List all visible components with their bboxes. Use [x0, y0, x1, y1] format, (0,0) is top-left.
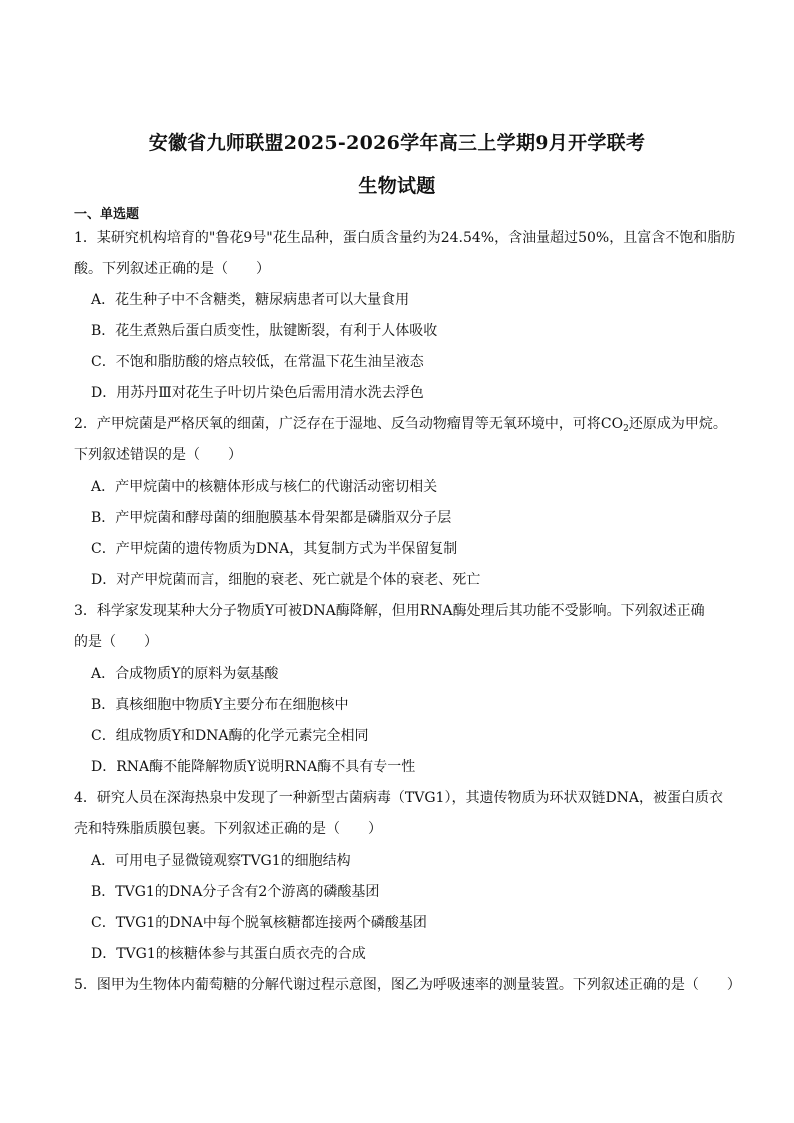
question-1-option-b: B．花生煮熟后蛋白质变性，肽键断裂，有利于人体吸收 — [91, 323, 438, 339]
section-heading: 一、单选题 — [74, 207, 140, 222]
question-2-option-b: B．产甲烷菌和酵母菌的细胞膜基本骨架都是磷脂双分子层 — [91, 510, 452, 526]
question-3-option-d: D．RNA酶不能降解物质Y说明RNA酶不具有专一性 — [91, 759, 416, 775]
question-2-stem-part-2: 还原成为甲烷。 — [628, 416, 727, 432]
question-1-stem-line-2: 酸。下列叙述正确的是（ ） — [74, 261, 270, 277]
question-4-option-a: A．可用电子显微镜观察TVG1的细胞结构 — [91, 853, 351, 869]
question-2-stem-part-1: 2．产甲烷菌是严格厌氧的细菌，广泛存在于湿地、反刍动物瘤胃等无氧环境中，可将CO — [74, 416, 624, 432]
question-4-option-b: B．TVG1的DNA分子含有2个游离的磷酸基团 — [91, 884, 380, 900]
question-4-stem-line-2: 壳和特殊脂质膜包裹。下列叙述正确的是（ ） — [74, 821, 382, 837]
question-1-option-c: C．不饱和脂肪酸的熔点较低，在常温下花生油呈液态 — [91, 354, 424, 370]
question-3-option-c: C．组成物质Y和DNA酶的化学元素完全相同 — [91, 728, 369, 744]
question-4-option-d: D．TVG1的核糖体参与其蛋白质衣壳的合成 — [91, 946, 366, 962]
question-1-stem-line-1: 1．某研究机构培育的"鲁花9号"花生品种，蛋白质含量约为24.54%，含油量超过50%，且富含不饱和脂肪 — [74, 230, 736, 246]
question-4-stem-line-1: 4．研究人员在深海热泉中发现了一种新型古菌病毒（TVG1），其遗传物质为环状双链DNA，被蛋白质衣 — [74, 790, 724, 806]
document-subtitle: 生物试题 — [358, 175, 436, 197]
question-5-stem-line-1: 5．图甲为生物体内葡萄糖的分解代谢过程示意图，图乙为呼吸速率的测量装置。下列叙述正确的是（ ） — [74, 977, 741, 993]
question-2-stem-line-1 — [74, 414, 727, 434]
question-2-option-a: A．产甲烷菌中的核糖体形成与核仁的代谢活动密切相关 — [91, 479, 438, 495]
question-2-option-d: D．对产甲烷菌而言，细胞的衰老、死亡就是个体的衰老、死亡 — [91, 572, 481, 588]
question-2-stem-line-2: 下列叙述错误的是（ ） — [74, 447, 242, 463]
question-3-option-a: A．合成物质Y的原料为氨基酸 — [91, 666, 279, 682]
question-3-stem-line-1: 3．科学家发现某种大分子物质Y可被DNA酶降解，但用RNA酶处理后其功能不受影响。下列叙述正确 — [74, 603, 705, 619]
question-1-option-a: A．花生种子中不含糖类，糖尿病患者可以大量食用 — [91, 292, 410, 308]
question-3-stem-line-2: 的是（ ） — [74, 634, 158, 650]
question-3-option-b: B．真核细胞中物质Y主要分布在细胞核中 — [91, 697, 349, 713]
question-1-option-d: D．用苏丹Ⅲ对花生子叶切片染色后需用清水洗去浮色 — [91, 385, 424, 401]
document-title: 安徽省九师联盟2025-2026学年高三上学期9月开学联考 — [148, 132, 646, 154]
question-2-option-c: C．产甲烷菌的遗传物质为DNA，其复制方式为半保留复制 — [91, 541, 458, 557]
question-4-option-c: C．TVG1的DNA中每个脱氧核糖都连接两个磷酸基团 — [91, 915, 427, 931]
question-2-stem-subscript: 2 — [623, 424, 629, 434]
